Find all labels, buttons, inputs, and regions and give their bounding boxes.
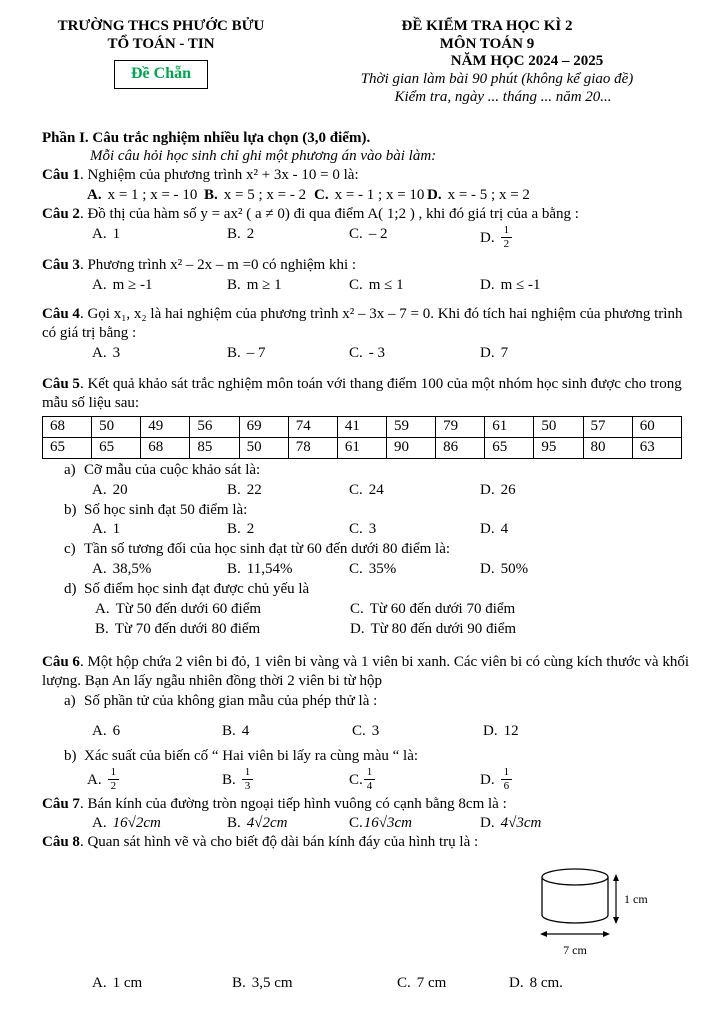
option-value: 26 <box>500 481 516 498</box>
option-value: 38,5% <box>112 561 152 578</box>
table-cell: 65 <box>92 437 141 458</box>
option-value: 1 <box>112 226 121 243</box>
option-key: A. <box>92 723 107 740</box>
option-c <box>349 481 480 500</box>
option-key: D. <box>480 561 495 578</box>
option-d <box>509 974 563 993</box>
question-label: Câu 4 <box>42 306 80 323</box>
options-row <box>87 767 694 794</box>
date-note: Kiểm tra, ngày ... tháng ... năm 20... <box>394 88 612 105</box>
option-d <box>483 722 519 741</box>
duration-note: Thời gian làm bài 90 phút (không kể giao đề) <box>360 71 634 88</box>
options-row <box>92 974 694 993</box>
option-d <box>480 276 541 295</box>
part1-heading: Phần I. Câu trắc nghiệm nhiều lựa chọn (3,0 điểm). <box>42 130 371 147</box>
option-value: 6 <box>112 723 121 740</box>
option-key: B. <box>227 561 241 578</box>
question-text: . Phương trình x² – 2x – m =0 có nghiệm khi : <box>79 257 357 274</box>
header-left <box>42 18 280 89</box>
question-4 <box>42 305 694 363</box>
arrowhead-down <box>613 917 619 924</box>
sub-question-text: Số phần tử của không gian mẫu của phép thử là : <box>84 692 378 709</box>
question-label: Câu 6 <box>42 653 80 670</box>
sub-question-label: b) <box>64 748 77 765</box>
sub-question-label: b) <box>64 501 77 518</box>
option-value: Từ 50 đến dưới 60 điểm <box>115 600 262 617</box>
question-text: . Quan sát hình vẽ và cho biết độ dài bán kính đáy của hình trụ là : <box>79 834 479 851</box>
table-cell: 61 <box>485 416 534 437</box>
question-text: . Kết quả khảo sát trắc nghiệm môn toán với thang điểm 100 của một nhóm học sinh được cho trong mẫu số liệu sau: <box>42 375 682 411</box>
option-key: A. <box>92 345 107 362</box>
options-row <box>95 600 694 619</box>
school-name: TRƯỜNG THCS PHƯỚC BỬU <box>57 18 265 34</box>
sub-question-c <box>64 540 694 559</box>
school-year: NĂM HỌC 2024 – 2025 <box>450 53 604 70</box>
option-value: 16√2cm <box>112 815 161 832</box>
option-key: C. <box>352 723 366 740</box>
option-key: A. <box>92 521 107 538</box>
question-text: . Nghiệm của phương trình x² + 3x - 10 = 0 là: <box>79 167 359 184</box>
sub-question-text: Xác suất của biến cố “ Hai viên bi lấy ra cùng màu “ là: <box>84 748 419 765</box>
option-a <box>92 560 227 579</box>
fraction-numerator: 1 <box>501 224 513 238</box>
option-value: 1 <box>112 521 121 538</box>
table-cell: 69 <box>239 416 288 437</box>
option-key: C. <box>349 772 363 789</box>
option-key: C. <box>397 975 411 992</box>
question-1 <box>42 166 694 205</box>
option-c <box>349 520 480 539</box>
question-label: Câu 2 <box>42 206 80 223</box>
option-key: B. <box>204 187 218 204</box>
option-value: 50% <box>500 561 529 578</box>
question-text: . Một hộp chứa 2 viên bi đỏ, 1 viên bi vàng và 1 viên bi xanh. Các viên bi có cùng kích thước và khối lượng. Bạn An lấy ngẫu nhiên đồng thời 2 viên bi từ hộp <box>42 653 690 689</box>
option-d <box>350 620 516 639</box>
question-label: Câu 1 <box>42 167 80 184</box>
options-row <box>92 481 694 500</box>
option-c <box>349 767 480 794</box>
option-key: D. <box>350 620 365 637</box>
option-key: D. <box>480 481 495 498</box>
question-label: Câu 7 <box>42 795 80 812</box>
option-b <box>204 186 314 205</box>
fraction-numerator: 1 <box>242 766 254 780</box>
option-d <box>480 481 516 500</box>
option-value: 12 <box>503 723 519 740</box>
option-b <box>232 974 397 993</box>
table-cell: 50 <box>239 437 288 458</box>
option-value: 3 <box>112 345 121 362</box>
option-b <box>227 560 349 579</box>
cylinder-height-label: 1 cm <box>624 892 648 907</box>
option-key: D. <box>480 521 495 538</box>
sub-question-text: Số điểm học sinh đạt được chủ yếu là <box>84 581 310 598</box>
cylinder-diameter-label: 7 cm <box>563 943 587 958</box>
option-value: 4 <box>500 521 509 538</box>
table-cell: 59 <box>386 416 435 437</box>
options-row <box>87 186 694 205</box>
option-value: 8 cm. <box>529 975 563 992</box>
option-c <box>352 722 483 741</box>
exam-variant-badge <box>114 60 208 89</box>
arrowhead-up <box>613 874 619 881</box>
option-key: B. <box>222 723 236 740</box>
exam-title: ĐỀ KIỂM TRA HỌC KÌ 2 <box>401 18 573 34</box>
option-value: Từ 80 đến dưới 90 điểm <box>370 620 517 637</box>
table-cell: 68 <box>141 437 190 458</box>
score-data-table <box>42 416 682 459</box>
fraction-denominator: 2 <box>503 238 510 251</box>
option-value: 11,54% <box>246 561 293 578</box>
option-key: B. <box>227 277 241 294</box>
option-key: B. <box>227 815 241 832</box>
option-key: B. <box>222 772 236 789</box>
option-c <box>350 600 515 619</box>
table-cell: 74 <box>288 416 337 437</box>
fraction <box>364 766 376 793</box>
option-a <box>92 481 227 500</box>
option-a <box>95 600 350 619</box>
option-c <box>349 344 480 363</box>
option-value: x = 5 ; x = - 2 <box>223 187 307 204</box>
option-value: 3 <box>371 723 380 740</box>
question-text: . Gọi x₁, x₂ là hai nghiệm của phương trình x² – 3x – 7 = 0. Khi đó tích hai nghiệm của phương trình có giá trị bằng : <box>42 306 683 342</box>
sub-question-label: c) <box>64 541 76 558</box>
option-c <box>349 560 480 579</box>
figure-row <box>42 862 694 958</box>
sub-question-b <box>64 501 694 520</box>
option-a <box>87 186 204 205</box>
table-cell: 90 <box>386 437 435 458</box>
option-key: C. <box>314 187 329 204</box>
subject-title: MÔN TOÁN 9 <box>439 35 535 52</box>
option-key: C. <box>349 481 363 498</box>
option-value: 4 <box>241 723 250 740</box>
exam-header <box>42 18 694 106</box>
question-label: Câu 5 <box>42 375 80 392</box>
table-cell: 63 <box>632 437 681 458</box>
table-cell: 56 <box>190 416 239 437</box>
option-key: B. <box>227 521 241 538</box>
table-cell: 85 <box>190 437 239 458</box>
option-key: C. <box>349 521 363 538</box>
fraction-numerator: 1 <box>364 766 376 780</box>
sub-question-a <box>64 461 694 480</box>
option-key: A. <box>92 975 107 992</box>
table-cell: 41 <box>337 416 386 437</box>
question-text: . Bán kính của đường tròn ngoại tiếp hình vuông có cạnh bằng 8cm là : <box>79 795 507 812</box>
option-value: m ≥ 1 <box>246 277 282 294</box>
option-value: - 3 <box>368 345 386 362</box>
option-key: A. <box>87 187 102 204</box>
option-a <box>92 974 232 993</box>
option-value: x = - 1 ; x = 10 <box>334 187 425 204</box>
option-d <box>480 560 528 579</box>
options-row <box>92 344 694 363</box>
option-b <box>222 767 349 794</box>
fraction-numerator: 1 <box>108 766 120 780</box>
option-d <box>480 344 508 363</box>
option-value: 3 <box>368 521 377 538</box>
option-value: 4√3cm <box>500 815 542 832</box>
fraction-denominator: 3 <box>244 780 251 793</box>
option-key: D. <box>480 277 495 294</box>
option-value: x = - 5 ; x = 2 <box>447 187 530 204</box>
option-c <box>349 814 480 833</box>
option-key: B. <box>227 345 241 362</box>
table-cell: 65 <box>43 437 92 458</box>
question-3 <box>42 256 694 295</box>
option-b <box>227 481 349 500</box>
option-key: D. <box>509 975 524 992</box>
question-5 <box>42 375 694 639</box>
part1-instruction: Mỗi câu hỏi học sinh chỉ ghi một phương án vào bài làm: <box>90 148 437 165</box>
option-value: m ≤ -1 <box>500 277 541 294</box>
option-b <box>227 814 349 833</box>
table-cell: 95 <box>534 437 583 458</box>
options-row <box>92 722 694 741</box>
option-value: 16√3cm <box>363 815 412 832</box>
option-b <box>227 344 349 363</box>
option-value: 1 cm <box>112 975 143 992</box>
option-b <box>227 225 349 244</box>
option-a <box>92 225 227 244</box>
header-right <box>280 18 694 106</box>
option-value: Từ 70 đến dưới 80 điểm <box>114 620 261 637</box>
option-value: 24 <box>368 481 384 498</box>
table-cell: 50 <box>92 416 141 437</box>
sub-question-text: Tần số tương đối của học sinh đạt từ 60 đến dưới 80 điểm là: <box>84 541 451 558</box>
fraction-numerator: 1 <box>501 766 513 780</box>
option-value: 2 <box>246 226 255 243</box>
question-label: Câu 3 <box>42 257 80 274</box>
option-key: D. <box>480 230 495 247</box>
option-b <box>222 722 352 741</box>
cylinder-figure <box>528 862 688 958</box>
option-key: C. <box>349 226 363 243</box>
option-key: A. <box>92 815 107 832</box>
fraction-denominator: 6 <box>503 780 510 793</box>
options-row <box>92 814 694 833</box>
option-a <box>87 767 222 794</box>
option-d <box>480 520 508 539</box>
option-key: D. <box>483 723 498 740</box>
option-value: 4√2cm <box>246 815 288 832</box>
fraction <box>108 766 120 793</box>
question-2 <box>42 205 694 252</box>
option-a <box>92 722 222 741</box>
options-row <box>92 225 694 252</box>
table-row <box>43 437 682 458</box>
option-d <box>480 767 512 794</box>
fraction <box>242 766 254 793</box>
option-b <box>227 520 349 539</box>
option-key: C. <box>349 345 363 362</box>
option-key: D. <box>427 187 442 204</box>
table-cell: 61 <box>337 437 386 458</box>
option-value: m ≥ -1 <box>112 277 153 294</box>
option-d <box>427 186 530 205</box>
question-8 <box>42 833 694 993</box>
options-row <box>92 276 694 295</box>
option-value: 20 <box>112 481 128 498</box>
table-cell: 80 <box>583 437 632 458</box>
option-a <box>92 276 227 295</box>
question-6 <box>42 653 694 795</box>
table-cell: 86 <box>436 437 485 458</box>
sub-question-b <box>64 747 694 766</box>
option-d <box>480 814 541 833</box>
arrowhead-right <box>603 931 610 937</box>
option-key: B. <box>232 975 246 992</box>
option-a <box>92 814 227 833</box>
option-key: B. <box>95 620 109 637</box>
option-key: B. <box>227 481 241 498</box>
option-key: C. <box>350 600 364 617</box>
table-cell: 79 <box>436 416 485 437</box>
option-key: C. <box>349 815 363 832</box>
option-a <box>92 344 227 363</box>
option-value: 35% <box>368 561 397 578</box>
exam-variant-label: Đề Chẵn <box>130 65 191 83</box>
option-key: A. <box>92 481 107 498</box>
option-value: x = 1 ; x = - 10 <box>107 187 198 204</box>
sub-question-d <box>64 580 694 599</box>
table-cell: 68 <box>43 416 92 437</box>
options-row <box>95 620 694 639</box>
option-c <box>349 225 480 244</box>
option-key: D. <box>480 815 495 832</box>
option-key: A. <box>95 600 110 617</box>
table-cell: 65 <box>485 437 534 458</box>
option-value: 3,5 cm <box>251 975 293 992</box>
option-b <box>227 276 349 295</box>
option-c <box>397 974 509 993</box>
option-key: C. <box>349 561 363 578</box>
option-c <box>349 276 480 295</box>
option-b <box>95 620 350 639</box>
option-d <box>480 225 512 252</box>
option-value: 7 <box>500 345 509 362</box>
sub-question-label: d) <box>64 581 77 598</box>
sub-question-label: a) <box>64 692 76 709</box>
sub-question-a <box>64 692 694 711</box>
option-key: B. <box>227 226 241 243</box>
options-row <box>92 560 694 579</box>
option-key: A. <box>87 772 102 789</box>
arrowhead-left <box>540 931 547 937</box>
fraction <box>501 224 513 251</box>
table-cell: 60 <box>632 416 681 437</box>
option-value: 7 cm <box>416 975 447 992</box>
option-value: – 7 <box>246 345 266 362</box>
sub-question-text: Cỡ mẫu của cuộc khảo sát là: <box>84 461 261 478</box>
option-a <box>92 520 227 539</box>
option-key: D. <box>480 772 495 789</box>
option-value: – 2 <box>368 226 388 243</box>
department-name: TỔ TOÁN - TIN <box>107 35 215 52</box>
option-key: A. <box>92 226 107 243</box>
option-key: C. <box>349 277 363 294</box>
fraction-denominator: 2 <box>110 780 117 793</box>
fraction-denominator: 4 <box>366 780 373 793</box>
fraction <box>501 766 513 793</box>
cylinder-top <box>542 869 608 885</box>
question-label: Câu 8 <box>42 834 80 851</box>
options-row <box>92 520 694 539</box>
option-c <box>314 186 427 205</box>
table-cell: 57 <box>583 416 632 437</box>
option-value: 22 <box>246 481 262 498</box>
table-row <box>43 416 682 437</box>
option-value: Từ 60 đến dưới 70 điểm <box>369 600 516 617</box>
option-key: D. <box>480 345 495 362</box>
option-key: A. <box>92 561 107 578</box>
table-cell: 49 <box>141 416 190 437</box>
table-cell: 50 <box>534 416 583 437</box>
option-value: 2 <box>246 521 255 538</box>
table-cell: 78 <box>288 437 337 458</box>
option-value: m ≤ 1 <box>368 277 404 294</box>
question-7 <box>42 795 694 834</box>
question-text: . Đồ thị của hàm số y = ax² ( a ≠ 0) đi qua điểm A( 1;2 ) , khi đó giá trị của a bằng : <box>79 206 579 223</box>
option-key: A. <box>92 277 107 294</box>
sub-question-text: Số học sinh đạt 50 điểm là: <box>84 501 248 518</box>
sub-question-label: a) <box>64 461 76 478</box>
